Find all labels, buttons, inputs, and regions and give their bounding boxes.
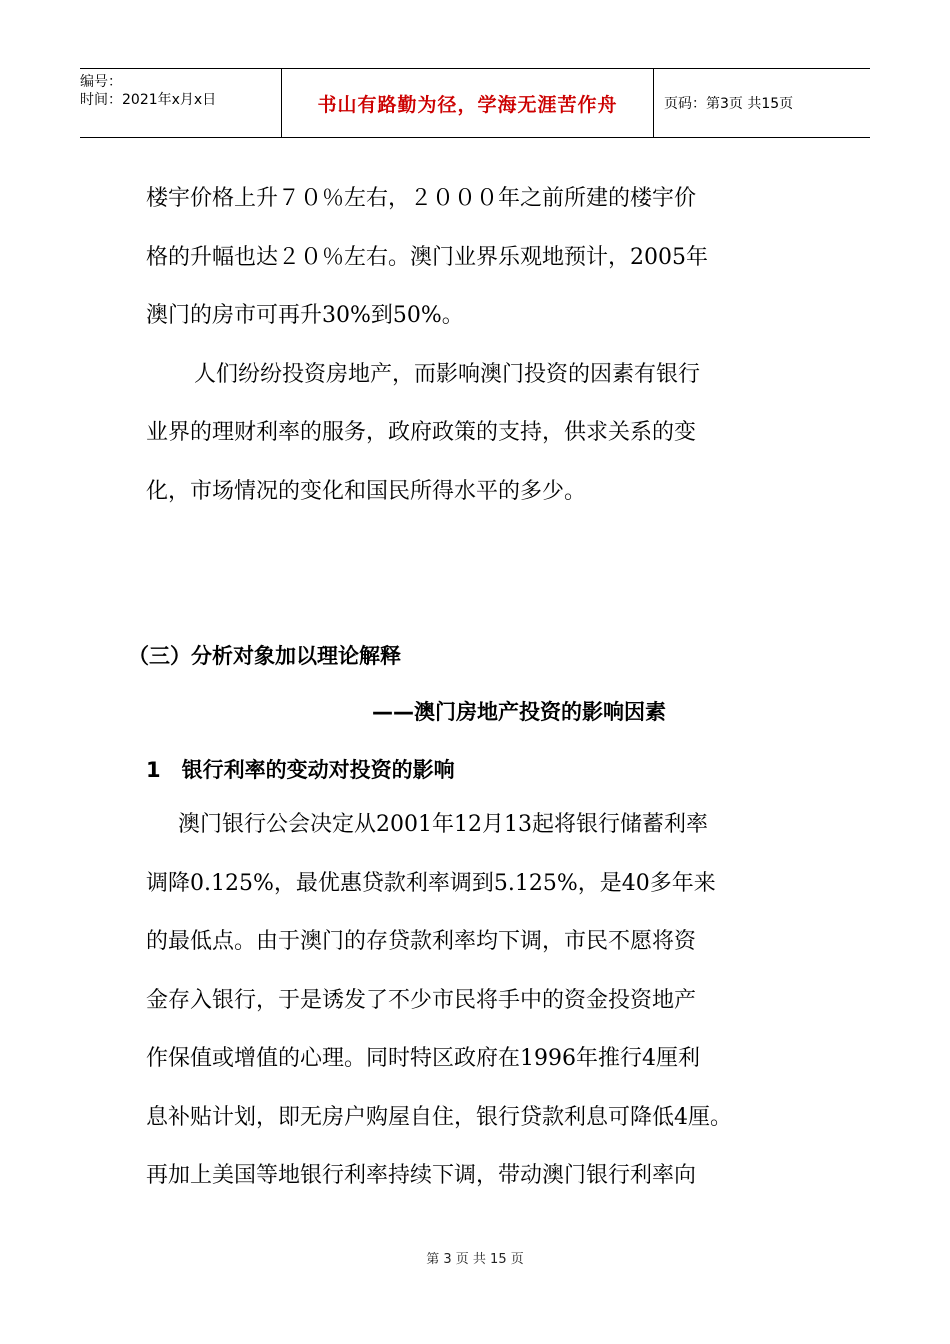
document-body — [146, 170, 826, 521]
body-line: 澳门的房市可再升30%到50%。 — [146, 303, 464, 328]
page-header — [80, 68, 870, 138]
body-line: 的最低点。由于澳门的存贷款利率均下调，市民不愿将资 — [146, 929, 697, 954]
body-line: 澳门银行公会决定从2001年12月13起将银行储蓄利率 — [178, 812, 708, 837]
body-line: 调降0.125%，最优惠贷款利率调到5.125%，是40多年来 — [146, 870, 716, 896]
header-page-info — [654, 69, 870, 137]
date-label: 时间：2021年x月x日 — [80, 92, 217, 108]
section-title: （三）分析对象加以理论解释 — [128, 644, 401, 668]
body-line: 作保值或增值的心理。同时特区政府在1996年推行4厘利 — [146, 1046, 700, 1071]
page-footer — [0, 1248, 950, 1267]
body-line: 业界的理财利率的服务，政府政策的支持，供求关系的变 — [146, 420, 697, 445]
body-line: 人们纷纷投资房地产，而影响澳门投资的因素有银行 — [194, 361, 701, 387]
header-meta — [80, 69, 282, 137]
body-line: 楼宇价格上升７０％左右，２０００年之前所建的楼宇价 — [146, 186, 697, 211]
subsection-title: 1 银行利率的变动对投资的影响 — [146, 758, 455, 782]
footer-page-number: 第 3 页 共 15 页 — [426, 1252, 524, 1267]
motto-text: 书山有路勤为径，学海无涯苦作舟 — [317, 93, 618, 116]
section-subtitle: ——澳门房地产投资的影响因素 — [372, 700, 666, 724]
code-label: 编号： — [80, 74, 122, 90]
body-line: 格的升幅也达２０％左右。澳门业界乐观地预计，2005年 — [146, 244, 708, 270]
document-body-2 — [146, 796, 826, 1206]
header-motto — [282, 69, 654, 137]
body-line: 再加上美国等地银行利率持续下调，带动澳门银行利率向 — [146, 1163, 697, 1188]
body-line: 金存入银行，于是诱发了不少市民将手中的资金投资地产 — [146, 987, 697, 1013]
body-line: 息补贴计划，即无房户购屋自住，银行贷款利息可降低4厘。 — [146, 1104, 732, 1130]
page-info-text: 页码：第3页 共15页 — [664, 96, 794, 112]
body-line: 化，市场情况的变化和国民所得水平的多少。 — [146, 478, 587, 504]
